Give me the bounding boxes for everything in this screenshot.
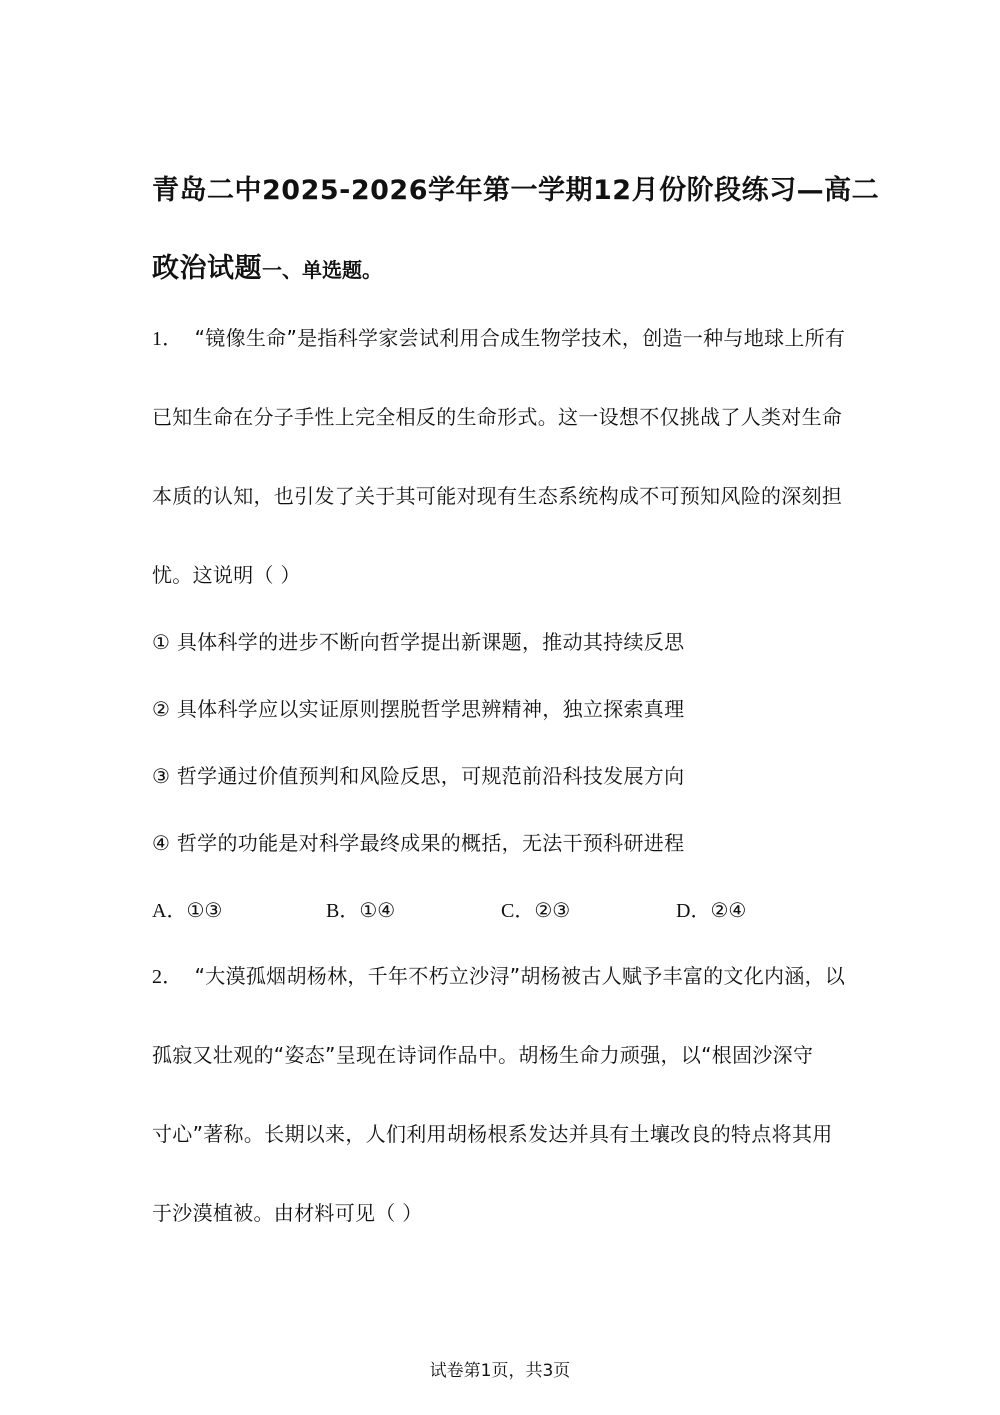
option-text: ②③ [534,898,571,922]
answer-option-d [676,894,746,923]
question-1-statement: ② 具体科学应以实证原则摆脱哲学思辨精神，独立探索真理 [152,697,685,721]
question-2-stem-line [152,960,845,989]
question-1-statement: ① 具体科学的进步不断向哲学提出新课题，推动其持续反思 [152,630,685,654]
option-letter: A． [152,900,187,922]
option-letter: B． [326,900,360,922]
question-text: “镜像生命”是指科学家尝试利用合成生物学技术，创造一种与地球上所有 [194,326,846,350]
question-number: 1． [152,328,183,350]
question-2-stem-line: 寸心”著称。长期以来，人们利用胡杨根系发达并具有土壤改良的特点将其用 [152,1122,833,1146]
question-1-stem-line [152,322,845,351]
question-number: 2． [152,966,183,988]
exam-title-line-1: 青岛二中2025-2026学年第一学期12月份阶段练习—高二 [152,175,880,206]
answer-option-b [326,894,395,923]
answer-option-a [152,894,222,923]
question-1-stem-line: 忧。这说明（ ） [152,563,301,587]
question-text: “大漠孤烟胡杨林，千年不朽立沙浔”胡杨被古人赋予丰富的文化内涵，以 [194,964,846,988]
option-text: ②④ [710,898,747,922]
exam-subject-title: 政治试题 [152,253,262,284]
section-heading: 一、单选题。 [262,258,382,282]
option-letter: D． [676,900,711,922]
question-1-statement: ④ 哲学的功能是对科学最终成果的概括，无法干预科研进程 [152,831,685,855]
question-1-stem-line: 已知生命在分子手性上完全相反的生命形式。这一设想不仅挑战了人类对生命 [152,405,843,429]
exam-title-line-2 [152,246,382,285]
option-text: ①③ [186,898,223,922]
page-footer: 试卷第1页，共3页 [429,1361,571,1381]
question-1-stem-line: 本质的认知，也引发了关于其可能对现有生态系统构成不可预知风险的深刻担 [152,484,843,508]
option-letter: C． [501,900,535,922]
question-2-stem-line: 于沙漠植被。由材料可见（ ） [152,1201,423,1225]
option-text: ①④ [359,898,396,922]
answer-option-c [501,894,570,923]
question-2-stem-line: 孤寂又壮观的“姿态”呈现在诗词作品中。胡杨生命力顽强，以“根固沙深守 [152,1043,814,1067]
question-1-statement: ③ 哲学通过价值预判和风险反思，可规范前沿科技发展方向 [152,764,685,788]
